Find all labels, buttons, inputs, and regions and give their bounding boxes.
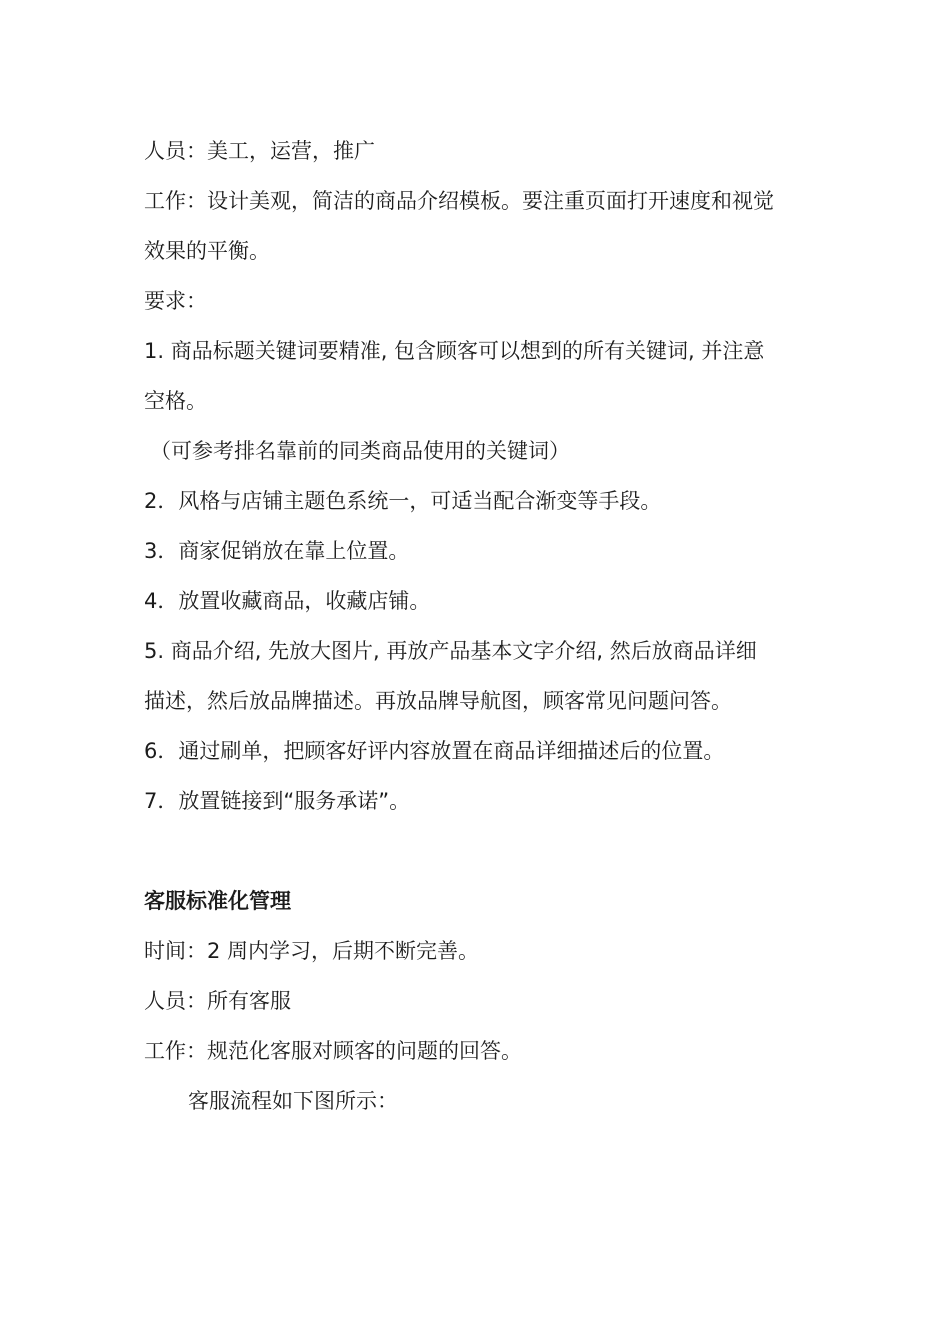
work-line-1: 工作：设计美观，简洁的商品介绍模板。要注重页面打开速度和视觉 [144, 189, 774, 213]
requirement-3: 3．商家促销放在靠上位置。 [144, 539, 410, 563]
requirement-1-line-1: 1. 商品标题关键词要精准, 包含顾客可以想到的所有关键词, 并注意 [144, 339, 765, 363]
blank-spacer [144, 826, 814, 876]
requirement-1-note: （可参考排名靠前的同类商品使用的关键词） [150, 439, 570, 463]
work-line-2: 效果的平衡。 [144, 239, 270, 263]
requirement-4: 4．放置收藏商品，收藏店铺。 [144, 589, 431, 613]
service-personnel-line: 人员：所有客服 [144, 989, 291, 1013]
requirement-6: 6．通过刷单，把顾客好评内容放置在商品详细描述后的位置。 [144, 739, 725, 763]
requirement-1-line-2: 空格。 [144, 389, 207, 413]
requirement-2: 2．风格与店铺主题色系统一，可适当配合渐变等手段。 [144, 489, 662, 513]
requirement-7: 7．放置链接到“服务承诺”。 [144, 789, 411, 813]
flow-intro-line: 客服流程如下图所示： [188, 1089, 398, 1113]
time-line: 时间：2 周内学习，后期不断完善。 [144, 939, 480, 963]
requirement-5-line-1: 5. 商品介绍, 先放大图片, 再放产品基本文字介绍, 然后放商品详细 [144, 639, 757, 663]
personnel-line: 人员：美工，运营，推广 [144, 139, 375, 163]
section-heading: 客服标准化管理 [144, 889, 291, 913]
document-body [144, 126, 814, 1126]
requirement-5-line-2: 描述，然后放品牌描述。再放品牌导航图，顾客常见问题问答。 [144, 689, 732, 713]
requirements-label: 要求： [144, 289, 207, 313]
service-work-line: 工作：规范化客服对顾客的问题的回答。 [144, 1039, 522, 1063]
